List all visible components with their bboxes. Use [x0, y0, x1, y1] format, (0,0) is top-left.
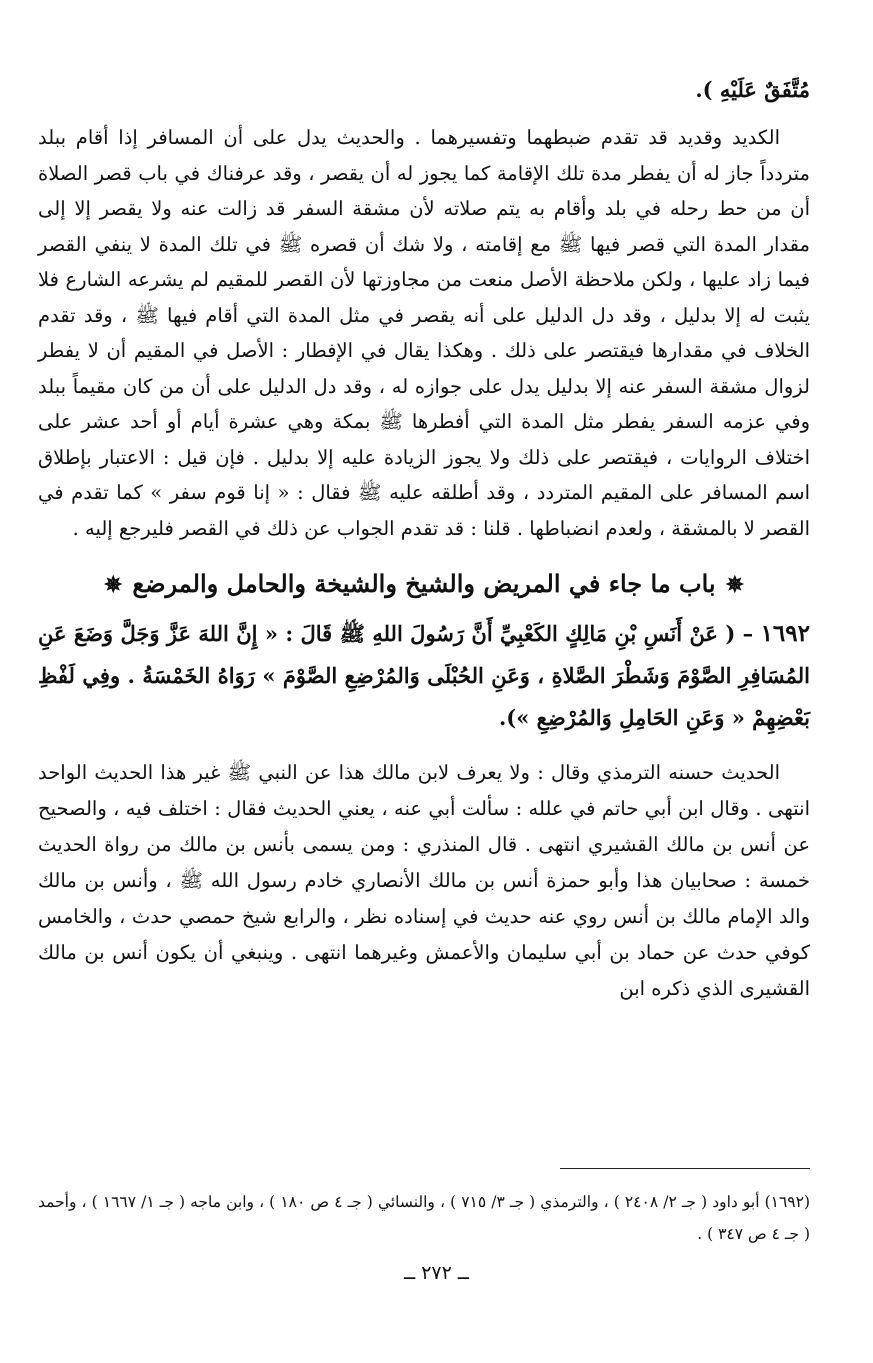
- page-number: ــ ٢٧٢ ــ: [404, 1262, 469, 1284]
- footnote-divider: [560, 1168, 810, 1169]
- chapter-heading: [38, 562, 810, 607]
- star-ornament-icon: ✵: [103, 572, 123, 598]
- page-body: [38, 70, 810, 1007]
- footnote: (١٦٩٢) أبو داود ( جـ ٢/ ٢٤٠٨ ) ، والترمذي ( جـ ٣/ ٧١٥ ) ، والنسائي ( جـ ٤ ص ١٨٠ ) ، وابن ماجه ( جـ ١/ ١٦٦٧ ) ، وأحمد ( جـ ٤ ص ٣٤٧ ) .: [38, 1193, 811, 1243]
- hadith-text: – ( عَنْ أَنَسِ بْنِ مَالِكٍ الكَعْبِيِّ أَنَّ رَسُولَ اللهِ ﷺ قَالَ : « إِنَّ اللهَ عَزَّ وَجَلَّ وَضَعَ عَنِ المُسَافِرِ الصَّوْمَ وَشَطْرَ الصَّلاةِ ، وَعَنِ الحُبْلَى وَالمُرْضِعِ الصَّوْمَ » رَوَاهُ الخَمْسَةُ . وفِي لَفْظِ بَعْضِهِمْ « وَعَنِ الحَامِلِ وَالمُرْضِعِ »).: [38, 621, 810, 730]
- top-line: مُتَّفَقٌ عَلَيْهِ ).: [695, 77, 810, 102]
- star-ornament-icon: ✵: [725, 572, 745, 598]
- paragraph-commentary-1: الكديد وقديد قد تقدم ضبطهما وتفسيرهما . والحديث يدل على أن المسافر إذا أقام ببلد متردداً جاز له أن يفطر مدة تلك الإقامة كما يجوز له أن يقصر ، وقد عرفناك في باب قصر الصلاة أن من حط رحله في بلد وأقام به يتم صلاته لأن مشقة السفر قد زالت عنه ولا يقصر إلا إلى مقدار المدة التي قصر فيها ﷺ مع إقامته ، ولا شك أن قصره ﷺ في تلك المدة لا ينفي القصر فيما زاد عليها ، ولكن ملاحظة الأصل منعت من مجاوزتها لأن القصر للمقيم لم يشرعه الشارع فلا يثبت له إلا بدليل ، وقد دل الدليل على أنه يقصر في مثل المدة التي أقام فيها ﷺ ، وقد تقدم الخلاف في مقدارها فيقتصر على ذلك . وهكذا يقال في الإفطار : الأصل في المقيم أن لا يفطر لزوال مشقة السفر عنه إلا بدليل يدل على جوازه له ، وقد دل الدليل على أن من كان مقيماً ببلد وفي عزمه السفر يفطر مثل المدة التي أفطرها ﷺ بمكة وهي عشرة أيام أو أحد عشر على اختلاف الروايات ، فيقتصر على ذلك ولا يجوز الزيادة عليه إلا بدليل . فإن قيل : الاعتبار بإطلاق اسم المسافر على المقيم المتردد ، وقد أطلقه عليه ﷺ فقال : « إنا قوم سفر » كما تقدم في القصر لا بالمشقة ، ولعدم انضباطها . قلنا : قد تقدم الجواب عن ذلك في القصر فليرجع إليه .: [38, 126, 810, 540]
- hadith-block: [38, 613, 810, 739]
- chapter-title: باب ما جاء في المريض والشيخ والشيخة والحامل والمرضع: [132, 569, 716, 598]
- hadith-number: ١٦٩٢: [760, 620, 810, 647]
- paragraph-commentary-2: الحديث حسنه الترمذي وقال : ولا يعرف لابن مالك هذا عن النبي ﷺ غير هذا الحديث الواحد انتهى . وقال ابن أبي حاتم في علله : سألت أبي عنه ، يعني الحديث فقال : اختلف فيه ، والصحيح عن أنس بن مالك القشيري انتهى . قال المنذري : ومن يسمى بأنس بن مالك من رواة الحديث خمسة : صحابيان هذا وأبو حمزة أنس بن مالك الأنصاري خادم رسول الله ﷺ ، وأنس بن مالك والد الإمام مالك بن أنس روي عنه حديث في إسناده نظر ، والرابع شيخ حمصي حدث ، والخامس كوفي حدث عن حماد بن أبي سليمان والأعمش وغيرهما انتهى . وينبغي أن يكون أنس بن مالك القشيرى الذي ذكره ابن: [38, 761, 810, 1000]
